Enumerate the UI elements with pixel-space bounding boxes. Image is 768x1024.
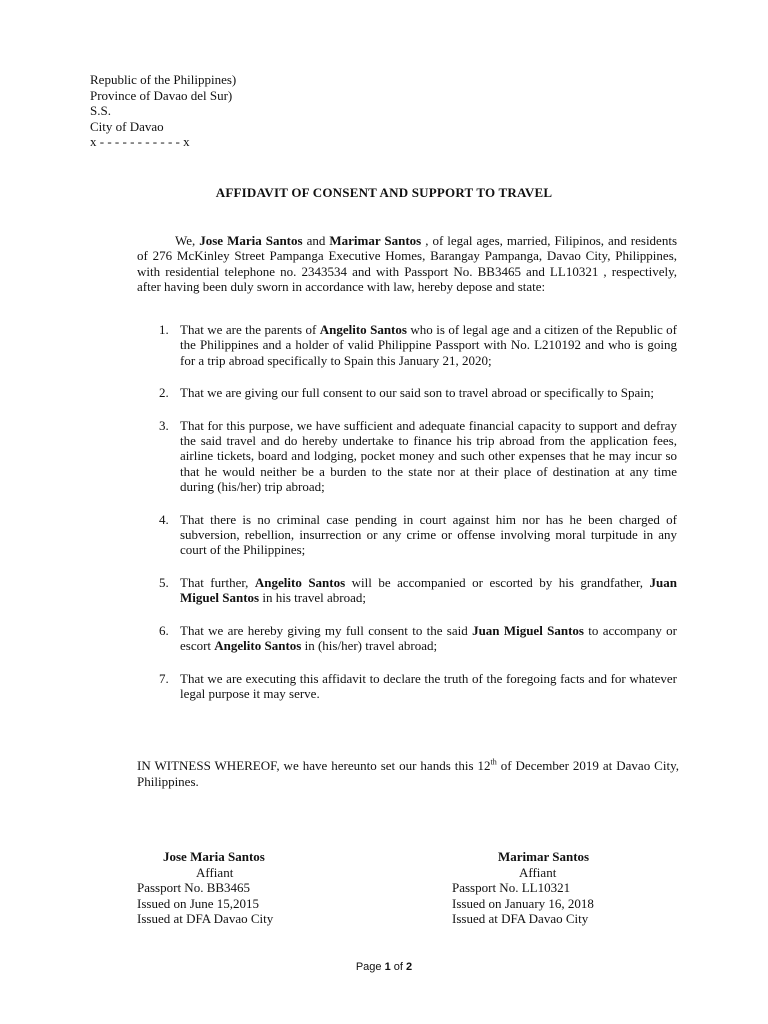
item-text: will be accompanied or escorted by his grandfather,: [351, 574, 644, 590]
signatory-issued-at: Issued at DFA Davao City: [452, 911, 589, 926]
intro-we: We,: [175, 233, 196, 248]
signatory-passport: Passport No. BB3465: [137, 880, 251, 895]
list-item: [137, 623, 677, 654]
venue-province: Province of Davao del Sur): [90, 87, 233, 103]
signature-block-right: [452, 849, 594, 927]
list-item: [137, 671, 677, 702]
item-text: That for this purpose, we have sufficient and adequate financial capacity to support and defray the said travel and do hereby undertake to finance his trip abroad from the application fees, airline tickets, board and lodging, pocket money and such other expenses that he may incur so that he would neither be a burden to the state nor at their place of destination at any time during (his/her) trip abroad;: [180, 417, 677, 495]
venue-block: [90, 72, 236, 150]
venue-separator: x - - - - - - - - - - - x: [90, 134, 190, 149]
list-item: [137, 322, 677, 368]
venue-republic: Republic of the Philippines): [90, 72, 237, 87]
signatory-name: Marimar Santos: [498, 849, 590, 864]
item-text: That there is no criminal case pending in court against him nor has he been charged of subversion, rebellion, insurrection or any crime or offense involving moral turpitude in any court of the Philippines;: [180, 511, 677, 558]
item-bold-name: Angelito Santos: [214, 638, 302, 654]
item-text: to accompany or escort: [180, 622, 678, 654]
item-number: 6.: [159, 622, 169, 638]
page-total: 2: [406, 961, 413, 973]
item-bold-name: Angelito Santos: [319, 322, 407, 337]
item-number: 4.: [159, 511, 169, 527]
affiant-name-2: Marimar Santos: [329, 233, 422, 248]
item-number: 1.: [159, 322, 169, 337]
signature-block-left: [137, 849, 273, 927]
item-text: in his travel abroad;: [262, 590, 366, 606]
venue-city: City of Davao: [90, 118, 164, 134]
list-item: [137, 418, 677, 495]
item-bold-name: Angelito Santos: [254, 574, 346, 590]
signatory-passport: Passport No. LL10321: [452, 880, 571, 895]
intro-and: and: [306, 233, 326, 248]
intro-rest: , of legal ages, married, Filipinos, and residents of 276 McKinley Street Pampanga Executive Homes, Barangay Pampanga, Davao City, Philippines, with residential telephone no. 2343534 and with Passport No. BB3465 and LL10321 , respectively, after having been duly sworn in accordance with law, hereby depose and state:: [137, 233, 678, 294]
item-text: That we are giving our full consent to our said son to travel abroad or specifically to Spain;: [180, 385, 655, 401]
item-bold-name: Juan Miguel Santos: [472, 622, 584, 638]
witness-paragraph: [137, 758, 679, 790]
list-item: [137, 385, 677, 400]
signatory-name: Jose Maria Santos: [163, 849, 265, 864]
ordinal-suffix: th: [490, 757, 497, 767]
intro-paragraph: [137, 233, 677, 294]
signatory-issued-on: Issued on January 16, 2018: [452, 895, 594, 911]
of-word: of: [393, 961, 403, 973]
item-text: That we are hereby giving my full consent to the said: [180, 622, 468, 638]
item-text: That we are executing this affidavit to declare the truth of the foregoing facts and for whatever legal purpose it may serve.: [180, 670, 677, 701]
item-number: 3.: [159, 417, 169, 433]
page-word: Page: [355, 961, 382, 973]
item-bold-name: Juan Miguel Santos: [180, 574, 677, 606]
page-footer: [0, 961, 768, 973]
item-number: 5.: [159, 574, 169, 590]
page-current: 1: [384, 961, 391, 973]
item-number: 7.: [159, 670, 169, 686]
signatory-issued-on: Issued on June 15,2015: [137, 895, 260, 911]
affiant-name-1: Jose Maria Santos: [199, 233, 303, 248]
list-item: [137, 512, 677, 558]
document-title: AFFIDAVIT OF CONSENT AND SUPPORT TO TRAVEL: [215, 185, 553, 200]
item-text: That further,: [180, 574, 249, 590]
item-text: in (his/her) travel abroad;: [304, 638, 438, 654]
venue-ss: S.S.: [90, 103, 111, 118]
item-text: That we are the parents of: [180, 322, 317, 337]
item-number: 2.: [159, 385, 169, 401]
signatory-role: Affiant: [196, 864, 234, 880]
signatory-role: Affiant: [519, 864, 557, 880]
witness-text: of December 2019 at Davao City, Philippines.: [137, 758, 679, 789]
witness-text: IN WITNESS WHEREOF, we have hereunto set our hands this 12: [137, 758, 491, 773]
signatory-issued-at: Issued at DFA Davao City: [137, 911, 274, 926]
item-text: who is of legal age and a citizen of the Republic of the Philippines and a holder of valid Philippine Passport with No. L210192 and who is going for a trip abroad specifically to Spain this January 21, 2020;: [180, 322, 678, 368]
statement-list: [137, 322, 677, 718]
list-item: [137, 575, 677, 606]
